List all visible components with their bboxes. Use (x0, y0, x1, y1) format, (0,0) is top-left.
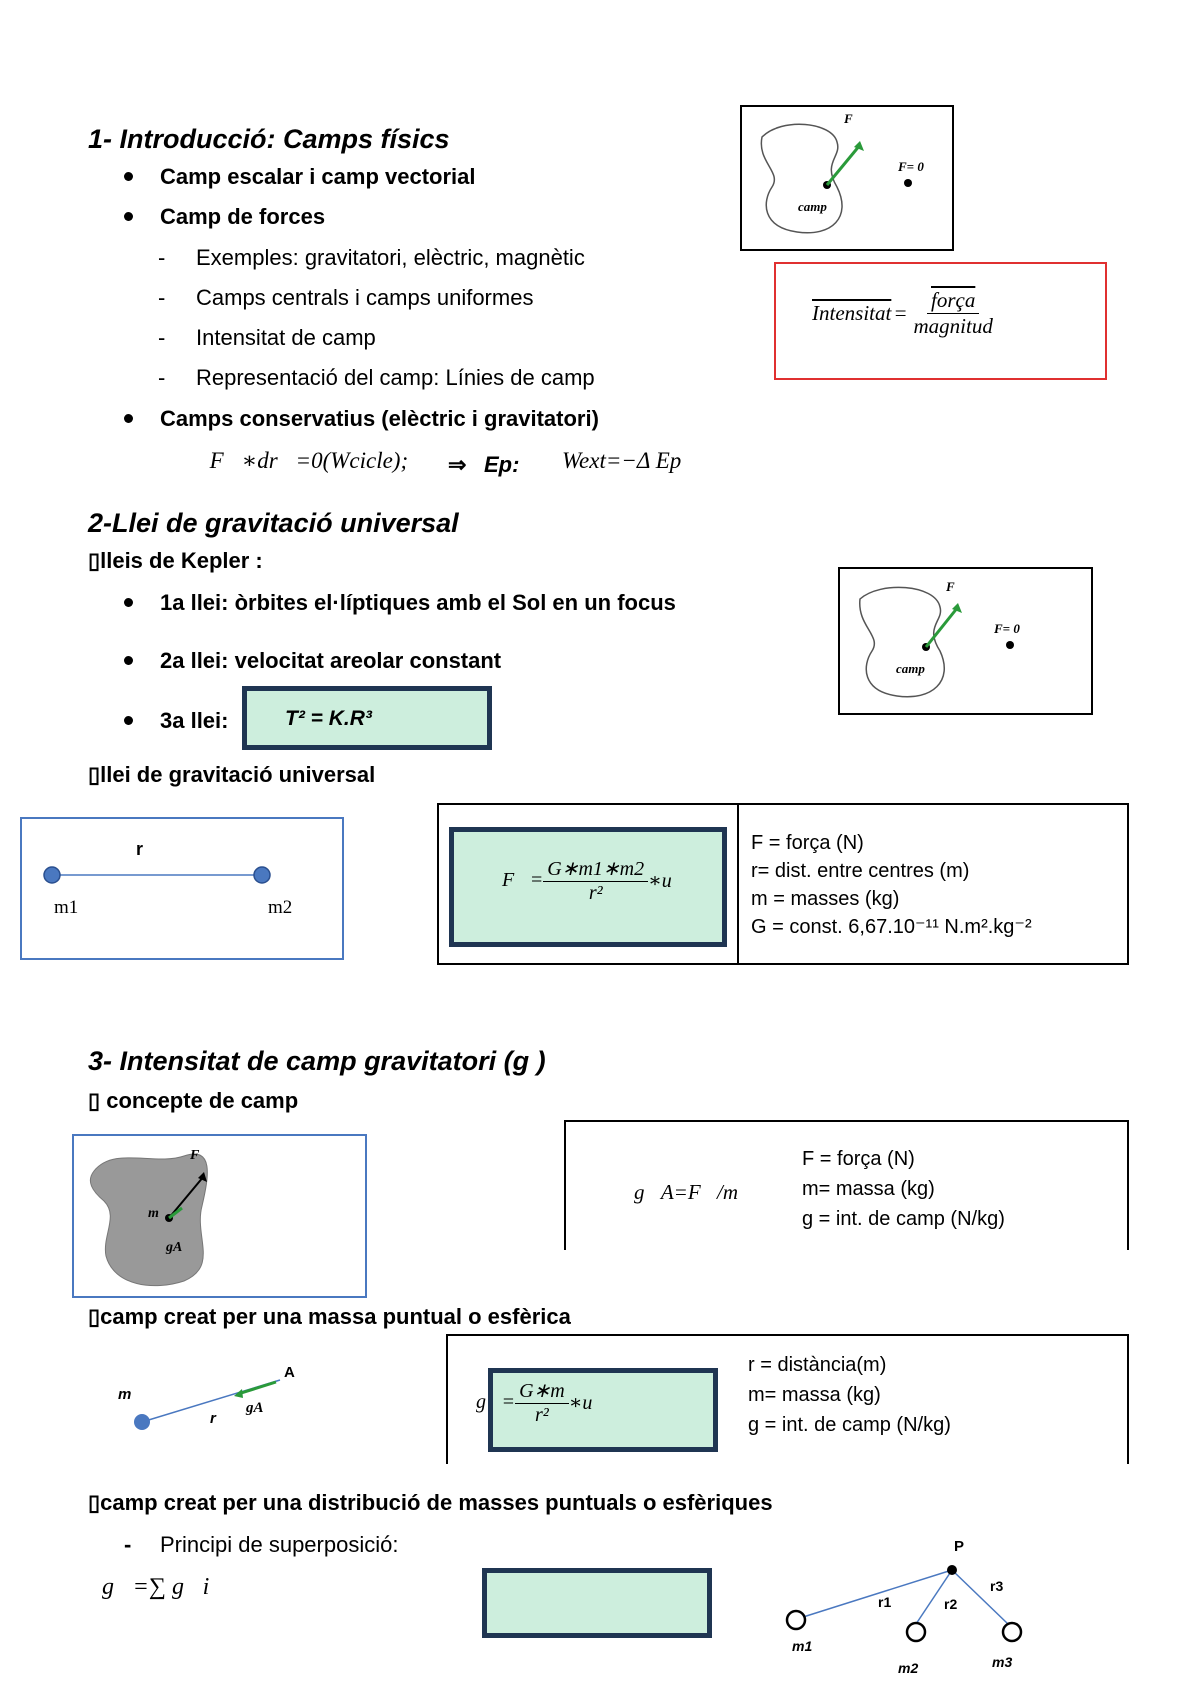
legend-line: m= massa (kg) (748, 1384, 881, 1406)
newton-lhs: F⃗= (502, 869, 544, 891)
m2-label: m2 (898, 1660, 919, 1676)
newton-fraction (543, 856, 648, 905)
kepler-law: 2a llei: velocitat areolar constant (160, 648, 502, 673)
point-heading (88, 1304, 571, 1330)
point-p-label: P (954, 1538, 965, 1555)
mass-label: m (148, 1206, 159, 1221)
kepler-heading-text: lleis de Kepler : (100, 548, 263, 573)
legend-line: m = masses (kg) (751, 888, 900, 910)
zero-force-label: F= 0 (994, 621, 1020, 636)
bullet-dot (124, 656, 133, 665)
implies-arrow: ⇒ (448, 452, 467, 477)
force-label: F (844, 111, 853, 126)
legend-line: g = int. de camp (N/kg) (802, 1208, 1005, 1230)
universal-heading-text: llei de gravitació universal (100, 762, 376, 787)
mass2-label: m2 (268, 897, 293, 918)
section2-title: 2-Llei de gravitació universal (88, 508, 459, 538)
fraction-numerator: força (927, 288, 979, 314)
square-bullet: ▯ (88, 1490, 101, 1515)
section3-title: 3- Intensitat de camp gravitatori (g ) (88, 1046, 546, 1076)
legend-line: F = força (N) (802, 1148, 915, 1170)
universal-heading (88, 762, 375, 788)
field-diagram (740, 105, 954, 251)
point-tail: ∗u⃗ (568, 1392, 608, 1414)
m3-label: m3 (992, 1654, 1013, 1670)
fraction-denominator: magnitud (913, 314, 993, 338)
r1-label: r1 (878, 1594, 892, 1610)
superposition-text: Principi de superposició: (160, 1532, 399, 1557)
square-bullet: ▯ (88, 548, 101, 573)
field-diagram-svg (840, 569, 1090, 713)
multi-mass-diagram (782, 1532, 1052, 1682)
sub-item: Representació del camp: Línies de camp (196, 365, 595, 390)
fraction-numerator: G∗m1∗m2 (543, 856, 648, 882)
sum-formula: g⃗=∑ g⃗i (102, 1574, 210, 1600)
point-mass-diagram (110, 1360, 320, 1440)
bullet-dot (124, 172, 133, 181)
force-label: F (190, 1148, 200, 1163)
g-label: gA (246, 1400, 264, 1416)
masses-diagram (20, 817, 344, 960)
legend-line: F = força (N) (751, 832, 864, 854)
fraction-numerator: G∗m (515, 1378, 569, 1404)
mass1-label: m1 (54, 897, 79, 918)
bullet-dot (124, 716, 133, 725)
legend-line: G = const. 6,67.10⁻¹¹ N.m².kg⁻² (751, 916, 1032, 938)
dash: - (158, 285, 166, 310)
kepler-heading (88, 548, 263, 574)
intensitat-lhs: Intensitat (812, 301, 892, 325)
kepler-formula-box (242, 686, 492, 750)
distribution-heading (88, 1490, 773, 1516)
g-label: gA (166, 1240, 183, 1255)
camp-label: camp (896, 661, 925, 676)
integral-formula: ∮ F⃗∗dr⃗=0(Wcicle); (186, 448, 409, 473)
kepler-law: 1a llei: òrbites el·líptiques amb el Sol en un focus (160, 590, 676, 615)
distance-label: r (136, 839, 144, 859)
newton-tail: ∗u⃗ (648, 870, 688, 892)
intensitat-box (774, 262, 1107, 380)
kepler-formula: T² = K.R³ (285, 707, 372, 730)
sub-item: Camps centrals i camps uniformes (196, 285, 534, 310)
mass-field-svg (74, 1136, 365, 1296)
dash: - (124, 1532, 132, 1557)
square-bullet: ▯ (88, 1088, 107, 1113)
sub-item: Exemples: gravitatori, elèctric, magnètic (196, 245, 585, 270)
legend-line: g = int. de camp (N/kg) (748, 1414, 951, 1436)
dash: - (158, 365, 166, 390)
table-divider (737, 805, 739, 963)
newton-table (437, 803, 1129, 965)
newton-legend (751, 829, 1032, 941)
bullet-dot (124, 598, 133, 607)
bullet-text: Camp de forces (160, 204, 326, 229)
bullet-text: Camps conservatius (elèctric i gravitatori) (160, 406, 599, 431)
camp-label: camp (798, 199, 827, 214)
distribution-heading-text: camp creat per una distribució de masses puntuals o esfèriques (100, 1490, 773, 1515)
legend-line: m= massa (kg) (802, 1178, 935, 1200)
point-formula (476, 1378, 608, 1427)
g-definition-box (564, 1120, 1129, 1250)
masses-svg (22, 819, 342, 958)
point-fraction (515, 1378, 569, 1427)
concept-heading (88, 1088, 298, 1114)
r2-label: r2 (944, 1596, 958, 1612)
kepler-law: 3a llei: (160, 708, 229, 733)
field-diagram-svg (742, 107, 952, 249)
intensitat-formula (812, 288, 997, 339)
dash: - (158, 325, 166, 350)
sub-item: Intensitat de camp (196, 325, 376, 350)
legend-line: r= dist. entre centres (m) (751, 860, 970, 882)
r3-label: r3 (990, 1578, 1004, 1594)
dash: - (158, 245, 166, 270)
point-heading-text: camp creat per una massa puntual o esfèrica (100, 1304, 571, 1329)
bullet-text: Camp escalar i camp vectorial (160, 164, 476, 189)
bullet-dot (124, 212, 133, 221)
section1-title: 1- Introducció: Camps físics (88, 124, 450, 154)
mass-label: m (118, 1386, 132, 1403)
equals-sign: = (893, 301, 908, 325)
zero-force-label: F= 0 (898, 159, 924, 174)
point-lhs: g⃗= (476, 1391, 516, 1413)
square-bullet: ▯ (88, 762, 101, 787)
r-label: r (210, 1410, 216, 1427)
mass-field-diagram (72, 1134, 367, 1298)
work-formula: Wext=−Δ Ep (562, 448, 682, 473)
force-label: F (946, 579, 955, 594)
point-formula-box (446, 1334, 1129, 1464)
newton-formula (502, 856, 687, 905)
m1-label: m1 (792, 1638, 813, 1654)
square-bullet: ▯ (88, 1304, 101, 1329)
legend-line: r = distància(m) (748, 1354, 887, 1376)
intensitat-fraction (910, 288, 997, 339)
point-a-label: A (284, 1364, 295, 1381)
concept-heading-text: concepte de camp (106, 1088, 299, 1113)
fraction-denominator: r² (535, 1404, 549, 1426)
bullet-dot (124, 414, 133, 423)
point-legend (748, 1350, 951, 1440)
g-formula: g⃗A=F⃗/m (634, 1180, 738, 1204)
field-diagram (838, 567, 1093, 715)
g-legend (802, 1144, 1005, 1234)
newton-formula-box (449, 827, 727, 947)
fraction-denominator: r² (588, 882, 603, 904)
ep-label: Ep: (484, 452, 520, 477)
sum-formula-box (482, 1568, 712, 1638)
